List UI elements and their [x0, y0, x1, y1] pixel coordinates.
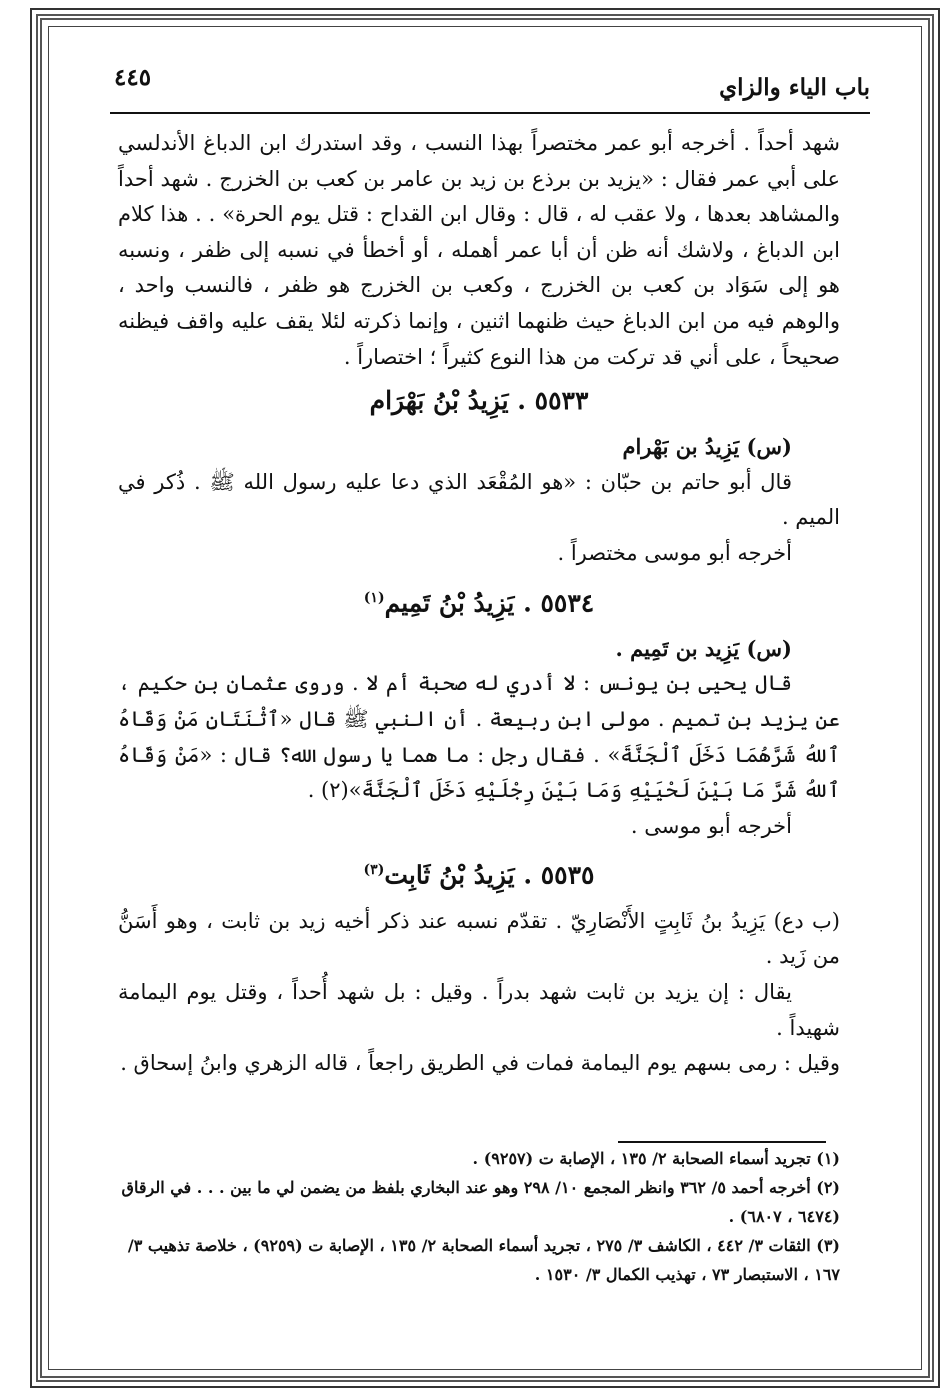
entry-5534-heading-line: (س) يَزِيد بن تَمِيم . — [615, 635, 792, 661]
entry-5535-heading-line: (ب دع) يَزِيدُ بنُ ثَابِتٍ الأَنْصَارِيّ . تقدّم نسبه عند ذكر أخيه زيد بن ثابت ، وهو أَسَنُّ من زَيد . — [118, 908, 840, 969]
entry-5533-text: قال أبو حاتم بن حبّان : «هو المُقْعَد الذي دعا عليه رسول الله ﷺ . ذُكر في الميم . — [118, 469, 840, 530]
entry-5535-text-2: وقيل : رمى بسهم يوم اليمامة فمات في الطريق راجعاً ، قاله الزهري وابنُ إسحاق . — [120, 1051, 840, 1076]
entry-5533-source: أخرجه أبو موسى مختصراً . — [557, 540, 792, 565]
entry-title-5535 — [118, 850, 840, 895]
footnote-ref: (١) — [363, 589, 385, 606]
footnote-divider — [618, 1141, 826, 1143]
entry-title-text: ٥٥٣٤ . يَزِيدُ بْنُ تَمِيم — [384, 587, 595, 617]
entry-5534-source: أخرجه أبو موسى . — [630, 813, 792, 838]
page-header — [110, 62, 870, 114]
paragraph-continuation: شهد أحداً . أخرجه أبو عمر مختصراً بهذا النسب ، وقد استدرك ابن الدباغ الأندلسي على أبي عمر فقال : «يزيد بن برذع بن زيد بن عامر بن كعب بن الخزرج . شهد أحداً والمشاهد بعدها ، ولا عقب له ، قال : وقال ابن القداح : قتل يوم الحرة» . . هذا كلام ابن الدباغ ، ولاشك أنه ظن أن أبا عمر أهمله ، أو أخطأ في نسبه إلى ظفر ، ونسبه هو إلى سَوَاد بن كعب بن الخزرج ، وكعب بن الخزرج هو ظفر ، فالنسب واحد ، والوهم فيه من ابن الدباغ حيث ظنهما اثنين ، وإنما ذكرته لئلا يقف عليه واقف فيظنه صحيحاً ، على أني قد تركت من هذا النوع كثيراً ؛ اختصاراً . — [118, 131, 840, 369]
running-title: باب الياء والزاي — [719, 74, 870, 101]
footnote-ref: (٣) — [363, 862, 385, 879]
entry-title-5534 — [118, 578, 840, 623]
entry-title-text: ٥٥٣٣ . يَزِيدُ بْنُ بَهْرَام — [369, 386, 589, 416]
main-text — [118, 126, 840, 1082]
entry-title-text: ٥٥٣٥ . يَزِيدُ بْنُ ثَابِت — [384, 860, 595, 890]
footnote-2: (٢) أخرجه أحمد ٥/ ٣٦٢ وانظر المجمع ١٠/ ٢٩٨ وهو عند البخاري بلفظ من يضمن لي ما بين . . . في الرقاق (٦٤٧٤ ، ٦٨٠٧) . — [121, 1178, 840, 1226]
page-number: ٤٤٥ — [114, 64, 152, 91]
footnote-1: (١) تجريد أسماء الصحابة ٢/ ١٣٥ ، الإصابة ت (٩٢٥٧) . — [472, 1149, 840, 1168]
footnotes — [118, 1144, 840, 1289]
entry-5533-heading-line: (س) يَزِيدُ بن بَهْرام — [622, 434, 792, 460]
footnote-3: (٣) الثقات ٣/ ٤٤٢ ، الكاشف ٣/ ٢٧٥ ، تجريد أسماء الصحابة ٢/ ١٣٥ ، الإصابة ت (٩٢٥٩) ، خلاصة تذهيب ٣/ ١٦٧ ، الاستبصار ٧٣ ، تهذيب الكمال ٣/ ١٥٣٠ . — [127, 1236, 840, 1284]
entry-5534-text: قال يحيى بن يونس : لا أدري له صحبة أم لا . وروى عثمان بن حكيم ، عن يزيد بن تميم . مولى ابن ربيعة . أن النبي ﷺ قال «ٱثْنَتَانِ مَنْ وَقَاهُ ٱللهُ شَرَّهُمَا دَخَلَ ٱلْجَنَّةَ» . فقال رجل : ما هما يا رسول الله؟ قال : «مَنْ وَقَاهُ ٱللهُ شَرَّ مَا بَيْنَ لَحْيَيْهِ وَمَا بَيْنَ رِجْلَيْهِ دَخَلَ ٱلْجَنَّةَ»(٢) . — [118, 671, 840, 803]
entry-title-5533 — [118, 381, 840, 421]
entry-5535-text: يقال : إن يزيد بن ثابت شهد بدراً . وقيل : بل شهد أُحداً ، وقتل يوم اليمامة شهيداً . — [118, 979, 840, 1040]
